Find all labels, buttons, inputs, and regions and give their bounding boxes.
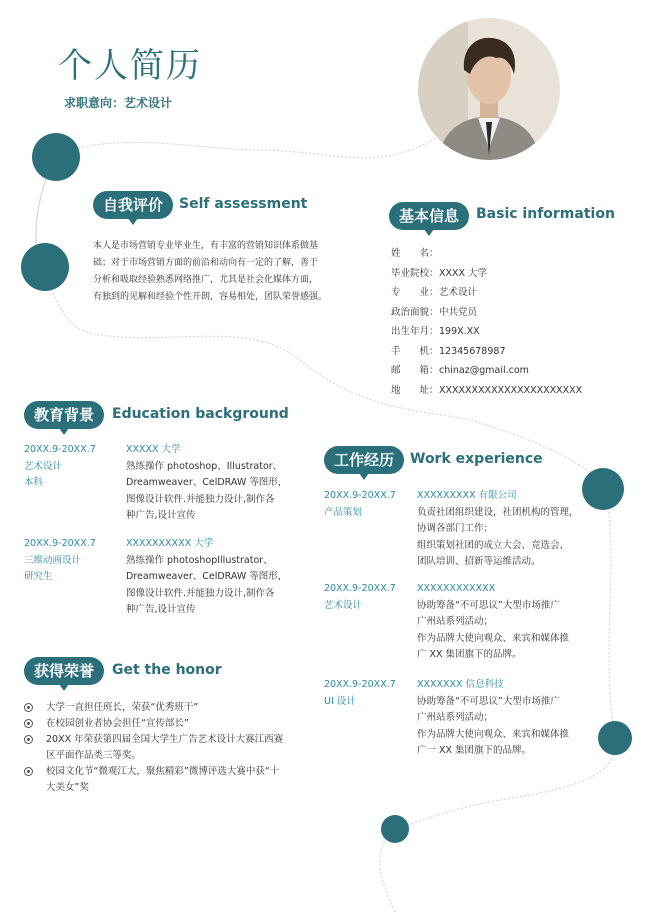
work-item-detail: XXXXXXXXX 有限公司 负责社团组织建设，社团机构的管理， 协调各部门工作； 组织策划社团的成立大会、竞选会、 团队培训、招新等运维活动。 [417,490,579,567]
education-item-detail: XXXXX 大学 熟练操作 photoshop、Illustrator、 Dreamweaver、CelDRAW 等图形， 图像设计软件.并能独力设计,制作各 种广告,设计宣传 [126,444,288,521]
info-row-name: 姓 名： [391,248,439,259]
info-row-email: 邮 箱：chinaz@gmail.com [391,365,529,376]
work-item: 20XX.9-20XX.7 艺术设计 [324,583,396,611]
work-item: 20XX.9-20XX.7 产品策划 [324,490,396,518]
self-assessment-heading-cn: 自我评价 [93,191,173,219]
info-row-politics: 政治面貌：中共党员 [391,306,478,318]
education-heading-cn: 教育背景 [24,401,104,429]
education-heading-en: Education background [112,406,289,422]
education-item: 20XX.9-20XX.7 艺术设计 本科 [24,444,96,488]
work-heading-en: Work experience [410,451,543,467]
bullet-icon [24,735,33,744]
decor-circle-1 [32,133,80,181]
decor-circle-3 [582,468,624,510]
info-row-address: 地 址：XXXXXXXXXXXXXXXXXXXXXX [391,384,583,396]
list-item: 大学一直担任班长，荣获“优秀班干” [24,700,304,716]
self-assessment-line: 分析和吸取经验熟悉网络推广，尤其是社会化媒体方面， [93,275,319,285]
list-item: 校园文化节“微观江大，聚焦精彩”微博评选大赛中获“十 大美女”奖 [24,764,304,796]
info-row-school: 毕业院校：XXXX 大学 [391,267,488,279]
work-item-detail: XXXXXXX 信息科技 协助筹备“不可思议”大型市场推广 广州站系列活动； 作为品牌大使向观众、来宾和媒体推 广一 XX 集团旗下的品牌。 [417,679,570,756]
info-row-phone: 手 机：12345678987 [391,345,506,357]
bullet-icon [24,767,33,776]
self-assessment-line: 础；对于市场营销方面的前沿和动向有一定的了解，善于 [93,258,319,268]
self-assessment-line: 有独到的见解和经验个性开朗，容易相处，团队荣誉感强。 [93,292,328,302]
decor-circle-4 [598,721,632,755]
list-item: 20XX 年荣获第四届全国大学生广告艺术设计大赛江西赛 区平面作品类三等奖。 [24,732,304,764]
honor-heading-cn: 获得荣誉 [24,657,104,685]
list-item: 在校园创业者协会担任“宣传部长” [24,716,304,732]
bullet-icon [24,703,33,712]
work-heading-cn: 工作经历 [324,446,404,474]
avatar [418,18,560,160]
education-item: 20XX.9-20XX.7 三维动画设计 研究生 [24,538,96,582]
basic-info-heading-en: Basic information [476,206,615,222]
honor-list [24,700,304,796]
basic-info-list [391,244,582,400]
bullet-icon [24,719,33,728]
work-item: 20XX.9-20XX.7 UI 设计 [324,679,396,707]
self-assessment-line: 本人是市场营销专业毕业生，有丰富的营销知识体系做基 [93,241,319,251]
decor-circle-5 [381,815,409,843]
job-intent: 求职意向：艺术设计 [64,96,173,110]
honor-heading-en: Get the honor [112,662,222,678]
self-assessment-heading-en: Self assessment [179,196,308,212]
work-item-detail: XXXXXXXXXXXX 协助筹备“不可思议”大型市场推广 广州站系列活动； 作为品牌大使向观众、来宾和媒体推 广 XX 集团旗下的品牌。 [417,583,570,660]
decor-circle-2 [21,243,69,291]
basic-info-heading-cn: 基本信息 [389,202,469,230]
info-row-birth: 出生年月：199X.XX [391,326,480,337]
education-item-detail: XXXXXXXXXX 大学 熟练操作 photoshopIllustrator、 Dreamweaver、CelDRAW 等图形， 图像设计软件.并能独力设计,制作各 种广告,设计宣传 [126,538,288,615]
page-title: 个人简历 [58,46,202,86]
self-assessment-text [93,238,353,306]
info-row-major: 专 业：艺术设计 [391,287,478,298]
